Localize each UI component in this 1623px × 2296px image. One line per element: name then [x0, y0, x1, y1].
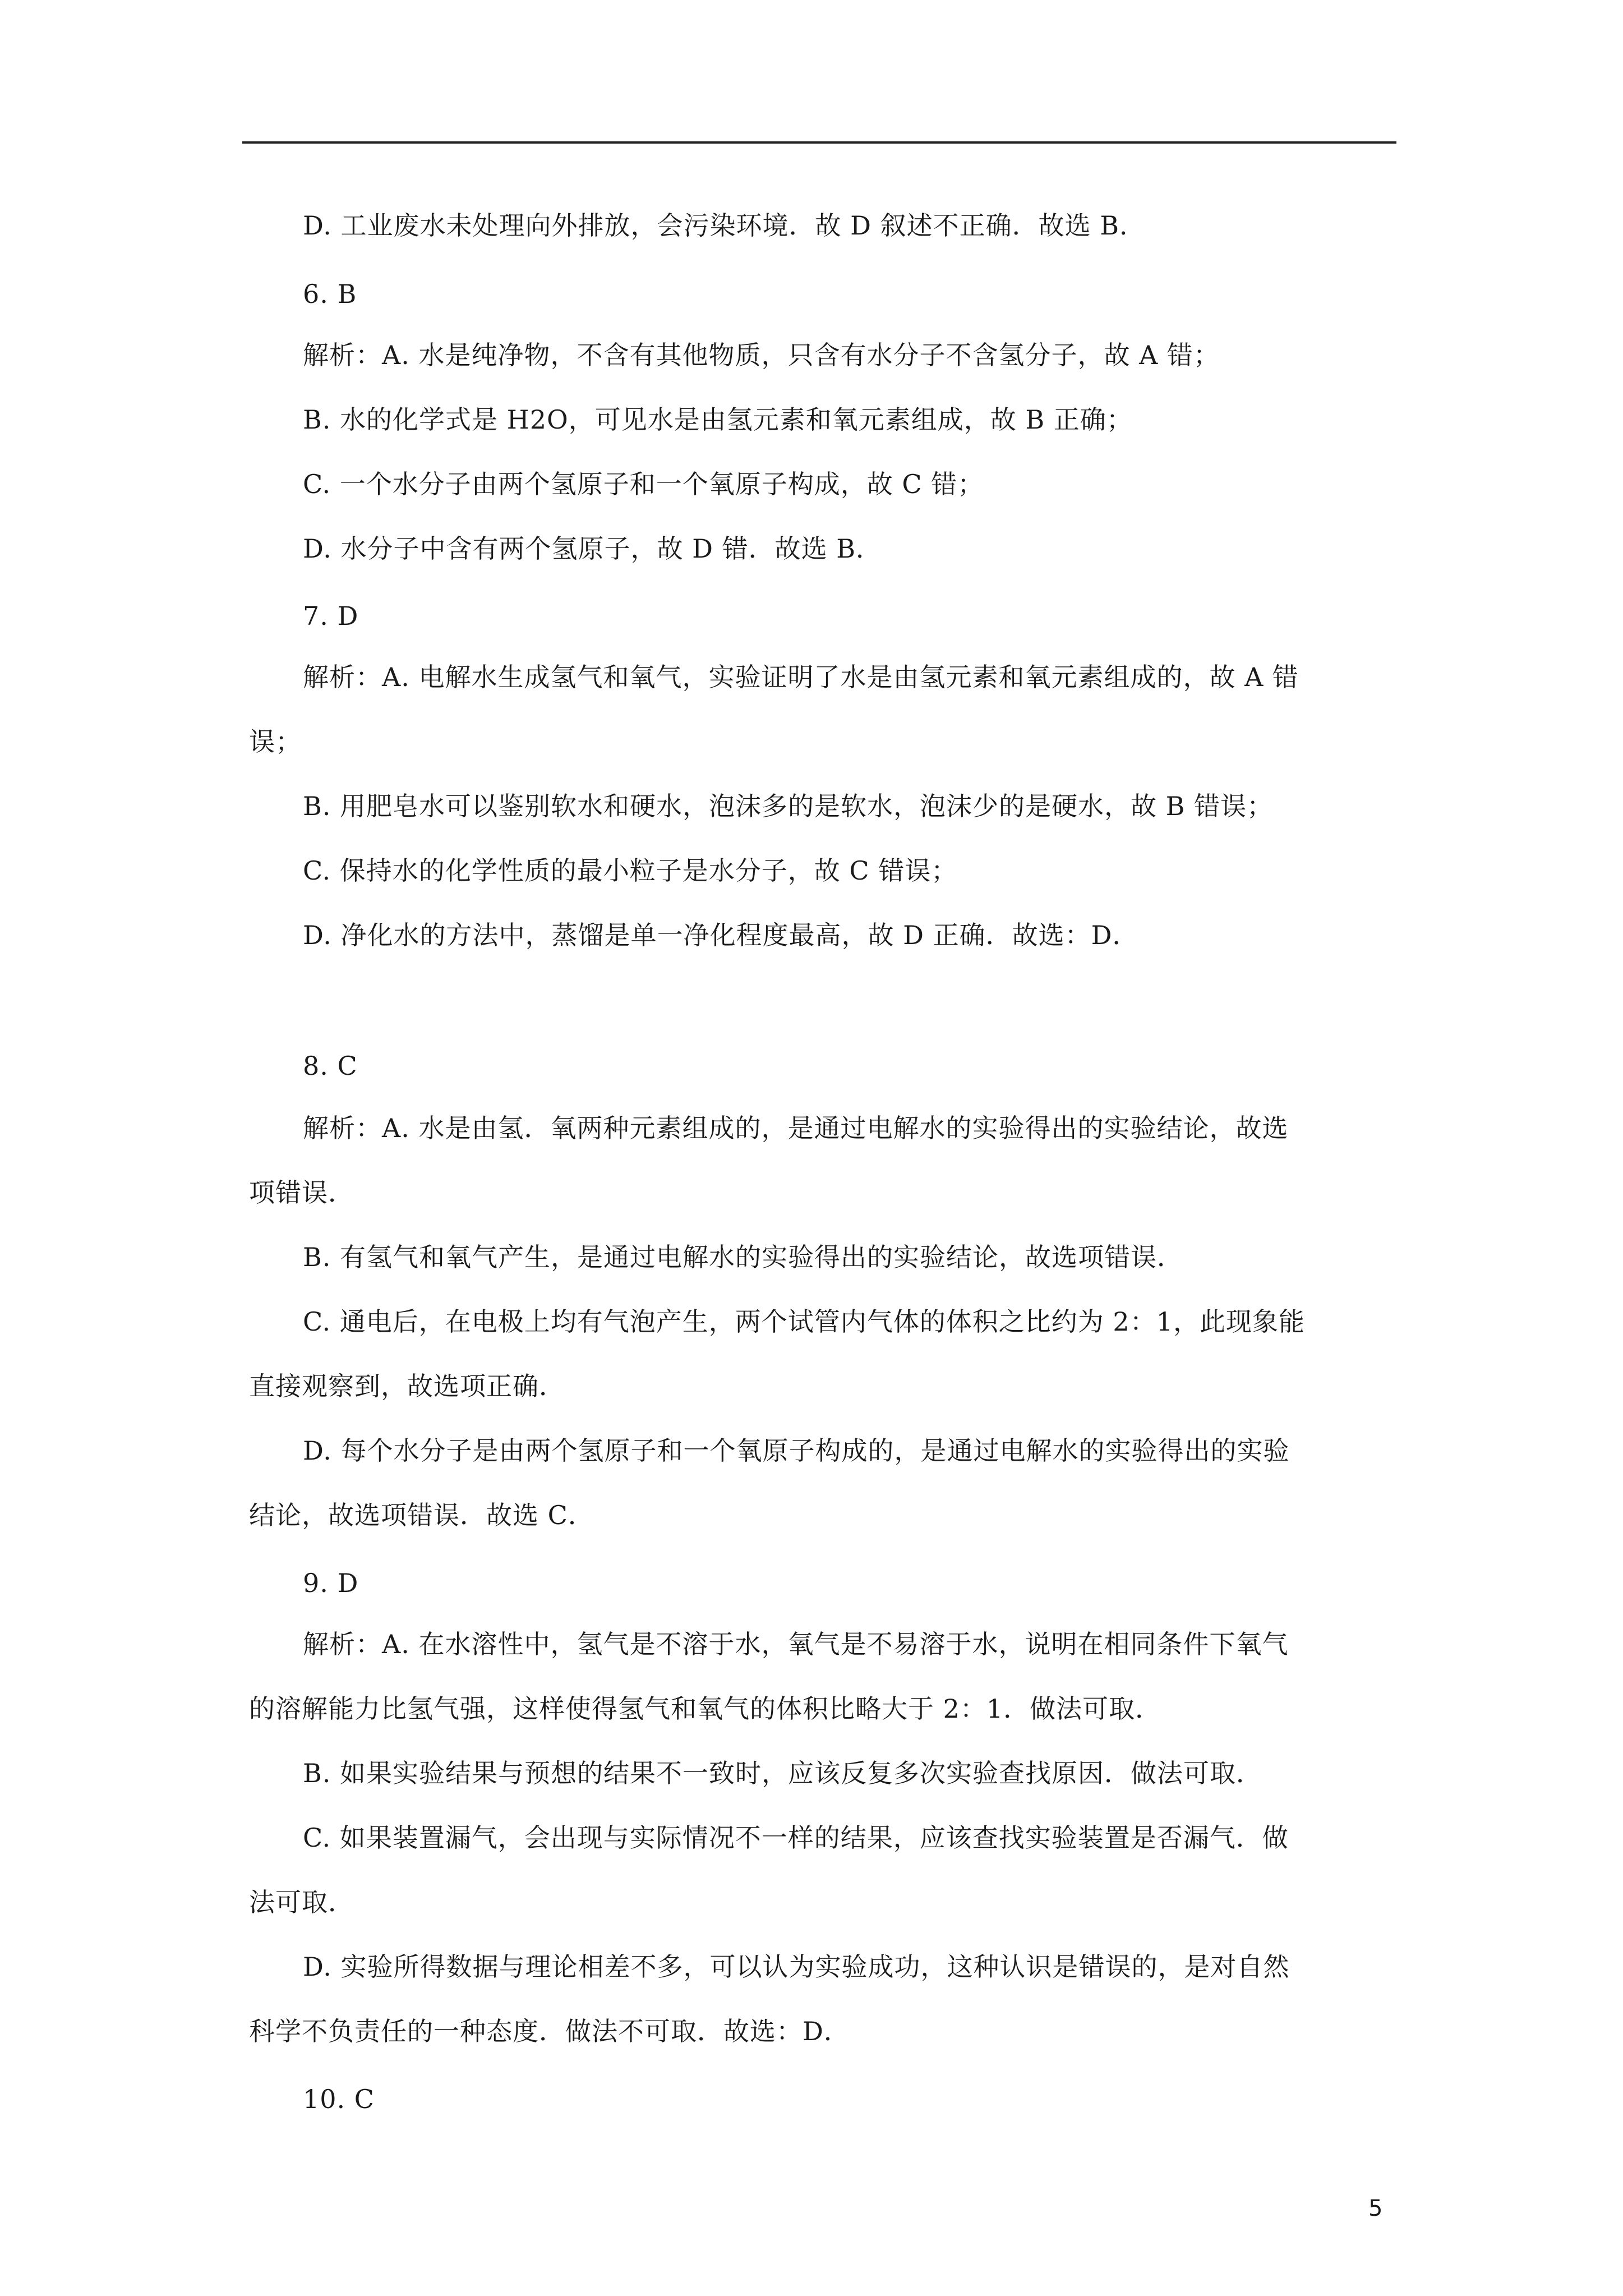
answer-heading: 7. D	[303, 601, 359, 631]
text-line: B. 如果实验结果与预想的结果不一致时，应该反复多次实验查找原因．做法可取．	[303, 1758, 1263, 1788]
text-line: 误；	[249, 726, 302, 757]
text-line: B. 有氢气和氧气产生，是通过电解水的实验得出的实验结论，故选项错误．	[303, 1242, 1184, 1272]
text-line: 法可取．	[249, 1887, 354, 1917]
text-line: C. 通电后，在电极上均有气泡产生，两个试管内气体的体积之比约为 2：1，此现象能	[303, 1306, 1305, 1337]
text-line: C. 一个水分子由两个氢原子和一个氧原子构成，故 C 错；	[303, 469, 984, 499]
text-line: 科学不负责任的一种态度．做法不可取．故选：D．	[249, 2016, 850, 2046]
text-line: D. 每个水分子是由两个氢原子和一个氧原子构成的，是通过电解水的实验得出的实验	[303, 1435, 1290, 1466]
text-line: 的溶解能力比氢气强，这样使得氢气和氧气的体积比略大于 2：1．做法可取．	[249, 1694, 1162, 1724]
answer-heading: 10. C	[303, 2084, 375, 2114]
header-rule	[242, 141, 1396, 144]
page-number: 5	[1368, 2196, 1383, 2221]
text-line: 直接观察到，故选项正确．	[249, 1371, 565, 1401]
text-line: D. 工业废水未处理向外排放，会污染环境．故 D 叙述不正确．故选 B．	[303, 210, 1146, 241]
text-line: 项错误．	[249, 1177, 354, 1208]
text-line: 解析：A. 电解水生成氢气和氧气，实验证明了水是由氢元素和氧元素组成的，故 A 错	[303, 662, 1299, 692]
text-line: D. 水分子中含有两个氢原子，故 D 错．故选 B．	[303, 533, 883, 564]
text-line: 解析：A. 水是由氢．氧两种元素组成的，是通过电解水的实验得出的实验结论，故选	[303, 1113, 1289, 1143]
text-line: B. 水的化学式是 H2O，可见水是由氢元素和氧元素组成，故 B 正确；	[303, 404, 1133, 435]
answer-heading: 6. B	[303, 279, 357, 309]
text-line: D. 实验所得数据与理论相差不多，可以认为实验成功，这种认识是错误的，是对自然	[303, 1952, 1290, 1982]
text-line: 结论，故选项错误．故选 C．	[249, 1500, 594, 1530]
answer-heading: 9. D	[303, 1568, 359, 1598]
text-line: C. 如果装置漏气，会出现与实际情况不一样的结果，应该查找实验装置是否漏气．做	[303, 1823, 1289, 1853]
text-line: 解析：A. 在水溶性中，氢气是不溶于水，氧气是不易溶于水，说明在相同条件下氧气	[303, 1629, 1289, 1659]
text-line: C. 保持水的化学性质的最小粒子是水分子，故 C 错误；	[303, 855, 958, 886]
answer-heading: 8. C	[303, 1051, 358, 1081]
text-line: D. 净化水的方法中，蒸馏是单一净化程度最高，故 D 正确．故选：D．	[303, 920, 1139, 950]
text-line: 解析：A. 水是纯净物，不含有其他物质，只含有水分子不含氢分子，故 A 错；	[303, 340, 1220, 370]
text-line: B. 用肥皂水可以鉴别软水和硬水，泡沫多的是软水，泡沫少的是硬水，故 B 错误；	[303, 791, 1274, 821]
